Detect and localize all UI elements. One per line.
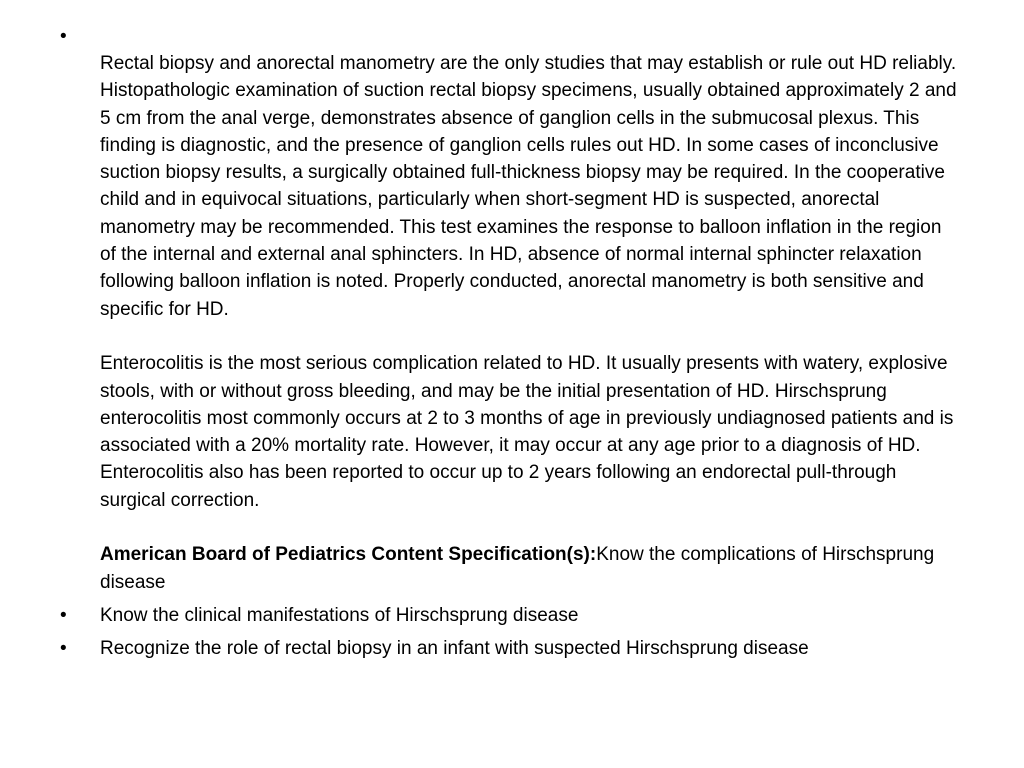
paragraph-gap	[100, 323, 960, 350]
bullet-body	[100, 23, 960, 596]
content-specification-text: Know the complications of Hirschsprung disease	[100, 544, 935, 593]
bullet-marker: •	[60, 638, 67, 660]
paragraph-content-specification	[100, 541, 960, 596]
bullet-text: Recognize the role of rectal biopsy in an infant with suspected Hirschsprung disease	[100, 638, 809, 660]
bullet-text: Know the clinical manifestations of Hirschsprung disease	[100, 604, 579, 626]
bullet-marker: •	[60, 26, 67, 47]
paragraph-enterocolitis: Enterocolitis is the most serious complication related to HD. It usually presents with watery, explosive stools, with or without gross bleeding, and may be the initial presentation of HD. Hirschsprung enterocolitis most commonly occurs at 2 to 3 months of age in previously undiagnosed patients and is associated with a 20% mortality rate. However, it may occur at any age prior to a diagnosis of HD. Enterocolitis also has been reported to occur up to 2 years following an endorectal pull-through surgical correction.	[100, 353, 954, 511]
bullet-item-rectal-biopsy-role	[0, 635, 960, 662]
paragraph-rectal-biopsy: Rectal biopsy and anorectal manometry are the only studies that may establish or rule out HD reliably. Histopathologic examination of suction rectal biopsy specimens, usually obtained approximately 2 and 5 cm from the anal verge, demonstrates absence of ganglion cells in the submucosal plexus. This finding is diagnostic, and the presence of ganglion cells rules out HD. In some cases of inconclusive suction biopsy results, a surgically obtained full-thickness biopsy may be required. In the cooperative child and in equivocal situations, particularly when short-segment HD is suspected, anorectal manometry may be recommended. This test examines the response to balloon inflation in the region of the internal and external anal sphincters. In HD, absence of normal internal sphincter relaxation following balloon inflation is noted. Properly conducted, anorectal manometry is both sensitive and specific for HD.	[100, 53, 957, 320]
paragraph-gap	[100, 514, 960, 541]
content-specification-label: American Board of Pediatrics Content Specification(s):	[100, 544, 597, 566]
bullet-item-explanation	[0, 23, 960, 596]
bullet-marker: •	[60, 604, 67, 626]
bullet-item-clinical-manifestations	[0, 602, 960, 629]
